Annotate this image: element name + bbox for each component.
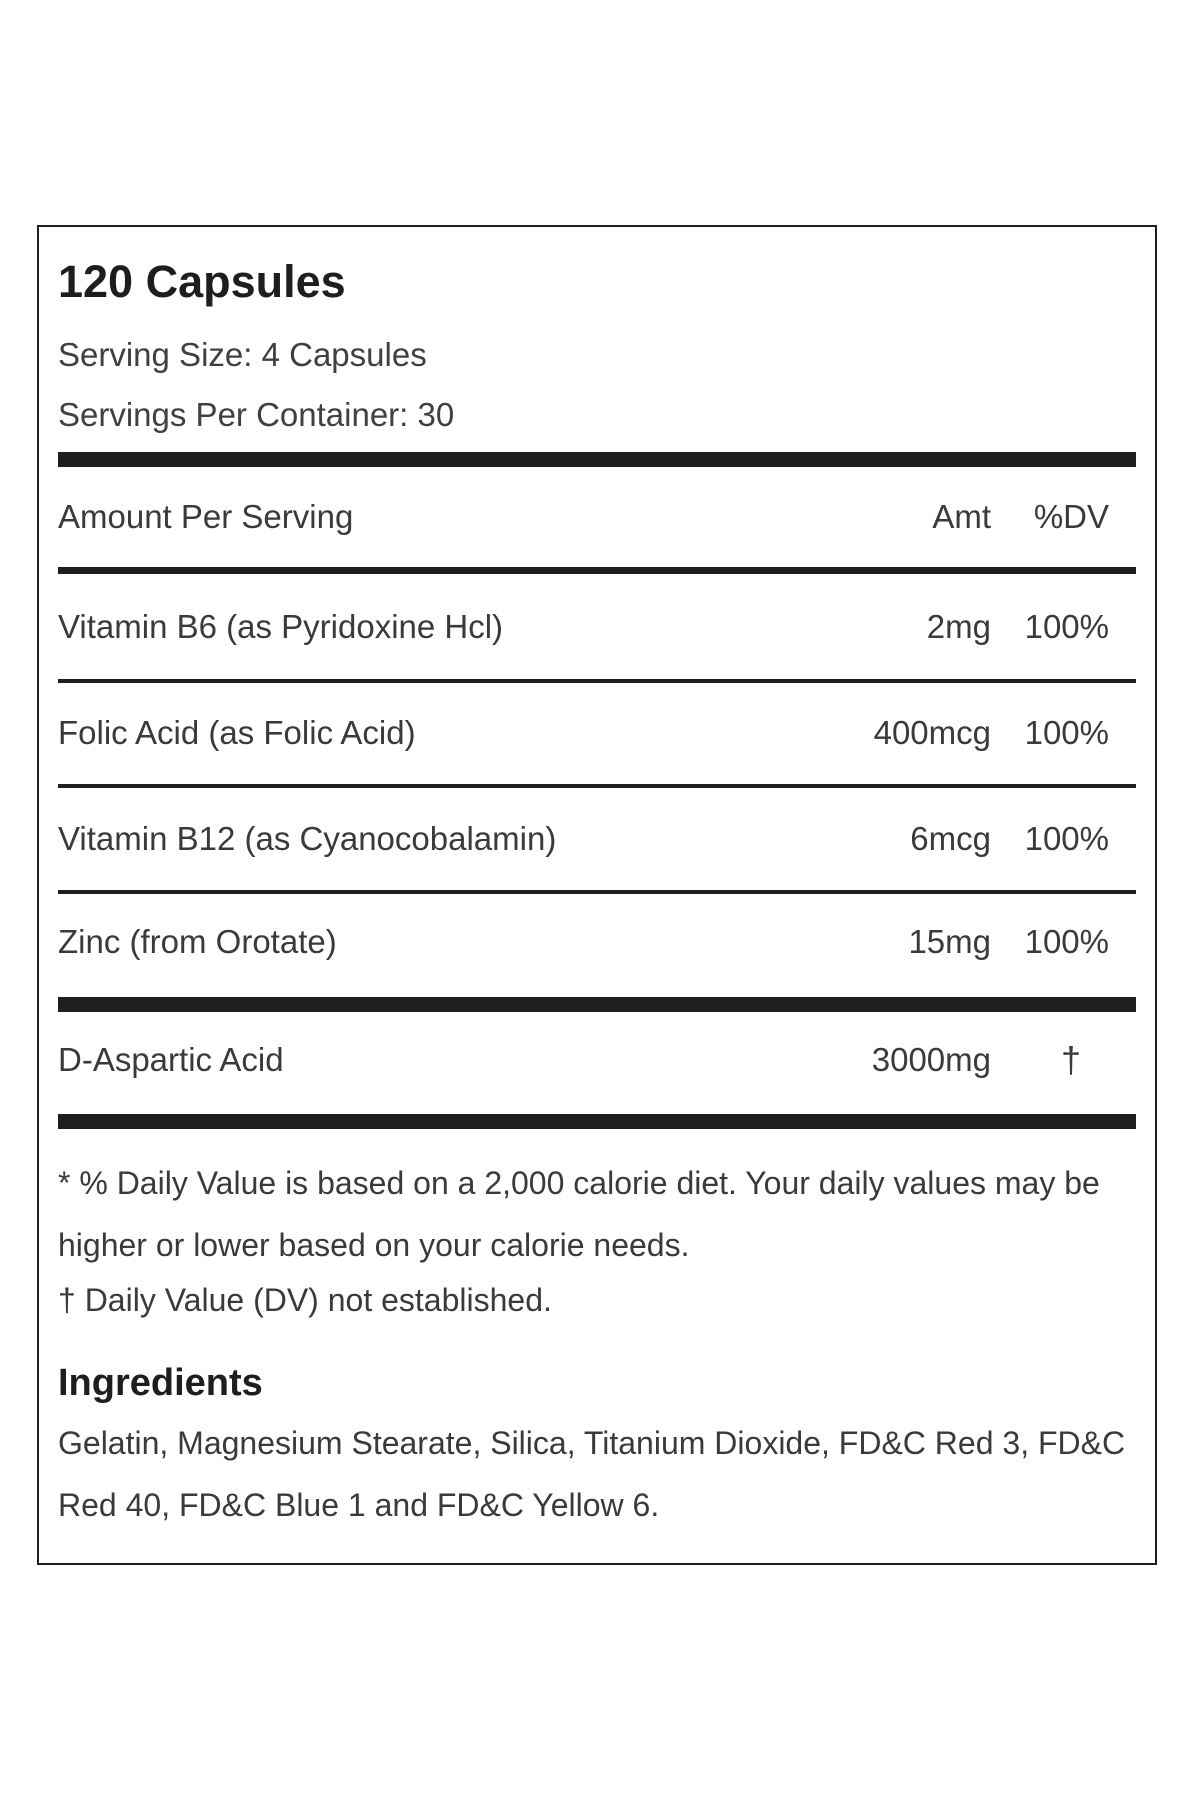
divider xyxy=(58,679,1136,683)
divider xyxy=(58,784,1136,788)
nutrient-dv: 100% xyxy=(1024,923,1109,960)
nutrient-amount: 2mg xyxy=(926,608,991,645)
thick-divider xyxy=(58,1114,1136,1129)
table-header-row xyxy=(58,492,1136,542)
panel-title: 120 Capsules xyxy=(58,256,346,307)
ingredients-heading: Ingredients xyxy=(58,1362,263,1404)
nutrient-name: Zinc (from Orotate) xyxy=(58,923,337,960)
table-row xyxy=(58,917,1136,967)
nutrient-name: Vitamin B6 (as Pyridoxine Hcl) xyxy=(58,608,504,645)
table-row xyxy=(58,708,1136,758)
nutrient-amount: 15mg xyxy=(908,923,991,960)
header-amount-per-serving: Amount Per Serving xyxy=(58,498,354,535)
ingredients-list: Gelatin, Magnesium Stearate, Silica, Titanium Dioxide, FD&C Red 3, FD&C Red 40, FD&C Blue 1 and FD&C Yellow 6. xyxy=(58,1425,1126,1523)
panel-content xyxy=(58,227,1136,1563)
dagger-symbol: † xyxy=(1060,1039,1081,1080)
serving-size: Serving Size: 4 Capsules xyxy=(58,336,427,373)
divider xyxy=(58,567,1136,574)
header-dv: %DV xyxy=(1033,498,1109,535)
divider xyxy=(58,890,1136,894)
nutrient-dv: 100% xyxy=(1024,820,1109,857)
header-amt: Amt xyxy=(932,498,991,535)
table-row xyxy=(58,814,1136,864)
nutrient-name: D-Aspartic Acid xyxy=(58,1041,284,1078)
dv-not-established-footnote: † Daily Value (DV) not established. xyxy=(58,1282,552,1318)
daily-value-footnote: * % Daily Value is based on a 2,000 calorie diet. Your daily values may be higher or lower based on your calorie needs. xyxy=(58,1165,1100,1263)
servings-per-container: Servings Per Container: 30 xyxy=(58,396,455,433)
nutrient-name: Vitamin B12 (as Cyanocobalamin) xyxy=(58,820,557,857)
nutrient-amount: 400mcg xyxy=(873,714,991,751)
table-row xyxy=(58,602,1136,652)
thick-divider xyxy=(58,997,1136,1012)
nutrient-dv: 100% xyxy=(1024,608,1109,645)
nutrient-name: Folic Acid (as Folic Acid) xyxy=(58,714,416,751)
nutrient-dv: 100% xyxy=(1024,714,1109,751)
table-row xyxy=(58,1035,1136,1085)
nutrient-amount: 6mcg xyxy=(910,820,991,857)
nutrient-amount: 3000mg xyxy=(871,1041,991,1078)
supplement-facts-panel xyxy=(37,225,1157,1565)
thick-divider xyxy=(58,452,1136,467)
